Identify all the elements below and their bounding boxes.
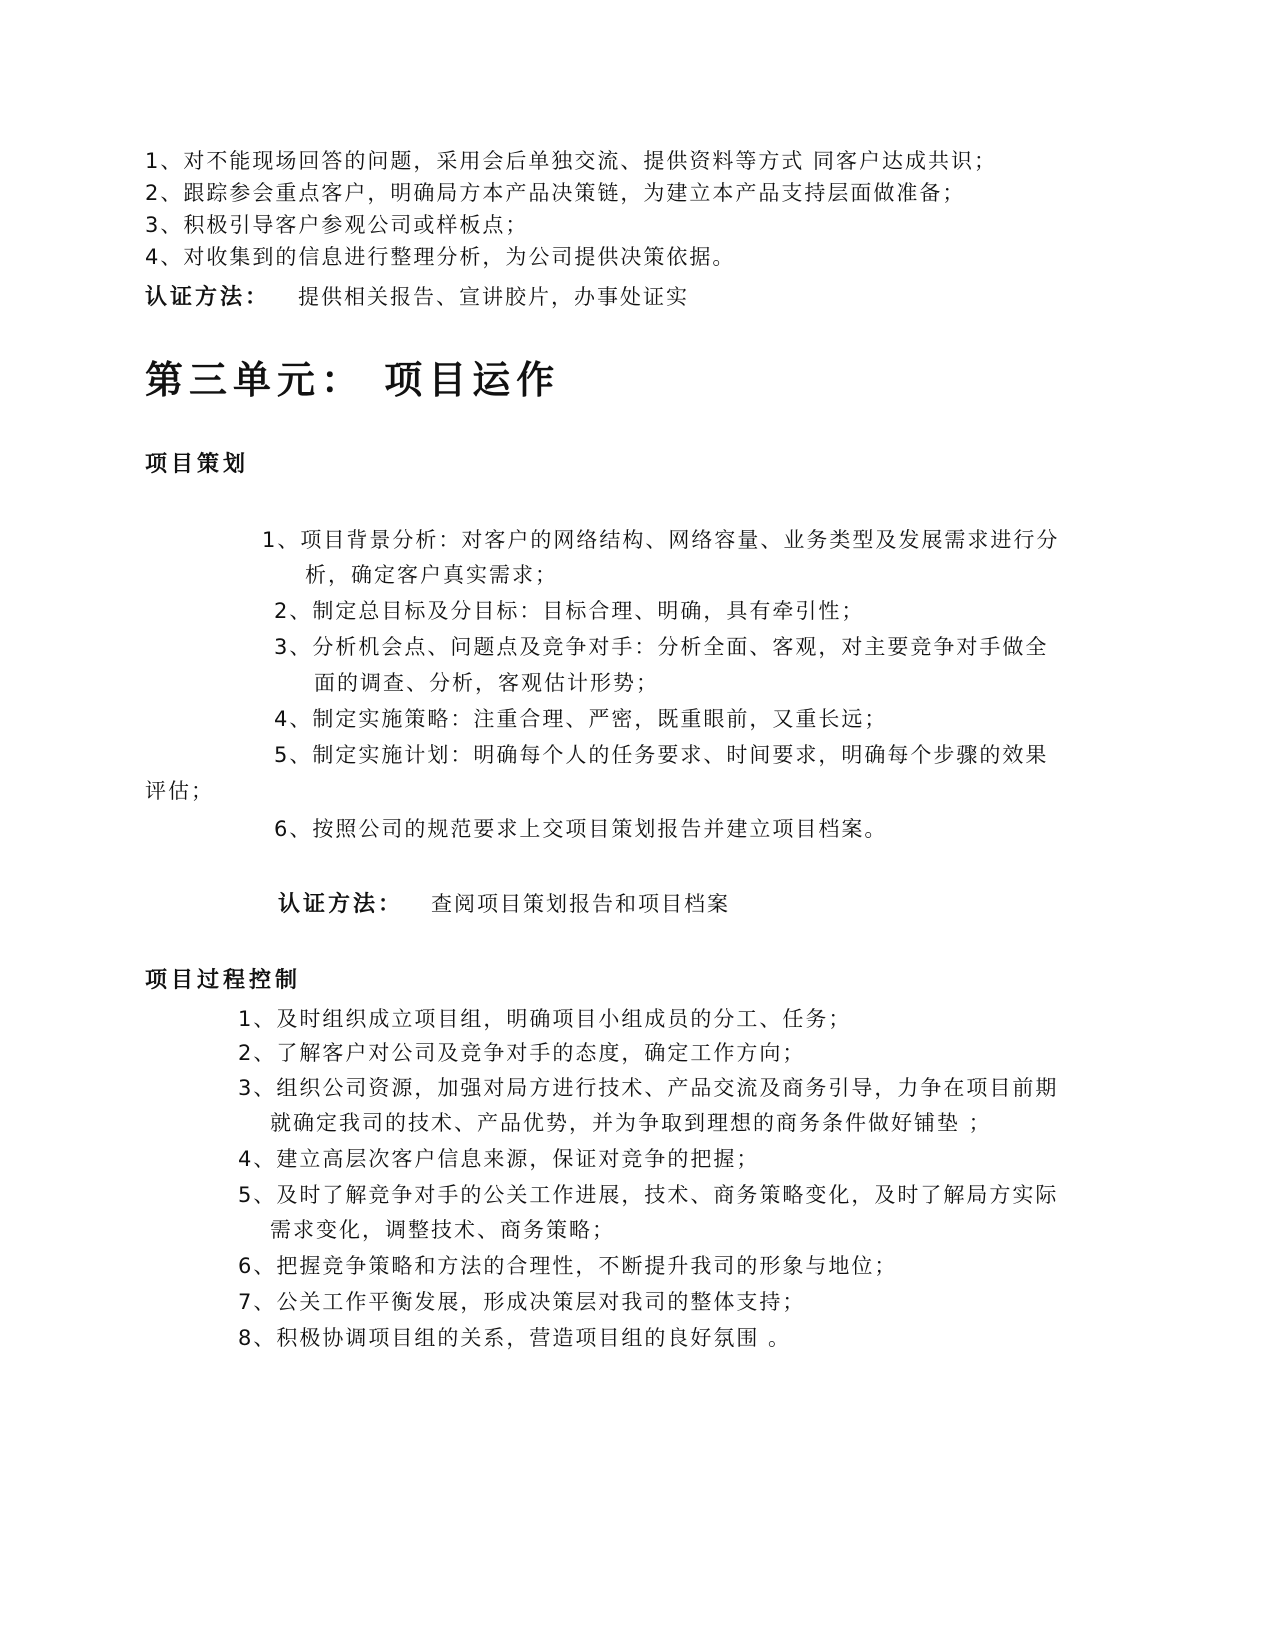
control-item-1: 1、及时组织成立项目组，明确项目小组成员的分工、任务； bbox=[238, 1007, 852, 1031]
control-heading: 项目过程控制 bbox=[145, 968, 302, 993]
control-item-3: 3、组织公司资源，加强对局方进行技术、产品交流及商务引导，力争在项目前期 bbox=[238, 1076, 1059, 1100]
certification-label: 认证方法： bbox=[278, 892, 404, 917]
certification-text: 查阅项目策划报告和项目档案 bbox=[431, 892, 731, 916]
control-item-5: 5、及时了解竞争对手的公关工作进展，技术、商务策略变化，及时了解局方实际 bbox=[238, 1183, 1059, 1207]
certification-line-1 bbox=[145, 282, 689, 313]
top-list-item-2: 2、跟踪参会重点客户，明确局方本产品决策链，为建立本产品支持层面做准备； bbox=[145, 181, 966, 205]
planning-heading: 项目策划 bbox=[145, 452, 250, 477]
control-item-2: 2、了解客户对公司及竞争对手的态度，确定工作方向； bbox=[238, 1041, 806, 1065]
top-list-item-1: 1、对不能现场回答的问题，采用会后单独交流、提供资料等方式 同客户达成共识； bbox=[145, 149, 998, 173]
planning-item-6: 6、按照公司的规范要求上交项目策划报告并建立项目档案。 bbox=[274, 817, 888, 841]
certification-text: 提供相关报告、宣讲胶片，办事处证实 bbox=[298, 285, 690, 309]
control-item-6: 6、把握竞争策略和方法的合理性，不断提升我司的形象与地位； bbox=[238, 1254, 898, 1278]
control-item-8: 8、积极协调项目组的关系，营造项目组的良好氛围 。 bbox=[238, 1326, 792, 1350]
planning-item-1: 1、项目背景分析：对客户的网络结构、网络容量、业务类型及发展需求进行分 bbox=[262, 528, 1060, 552]
control-item-4: 4、建立高层次客户信息来源，保证对竞争的把握； bbox=[238, 1147, 760, 1171]
planning-item-2: 2、制定总目标及分目标：目标合理、明确，具有牵引性； bbox=[274, 599, 865, 623]
planning-item-4: 4、制定实施策略：注重合理、严密，既重眼前，又重长远； bbox=[274, 707, 888, 731]
planning-item-1-cont: 析，确定客户真实需求； bbox=[305, 563, 558, 587]
certification-line-2 bbox=[278, 889, 730, 920]
planning-item-5-cont: 评估； bbox=[145, 779, 214, 803]
certification-label: 认证方法： bbox=[145, 285, 271, 310]
control-item-7: 7、公关工作平衡发展，形成决策层对我司的整体支持； bbox=[238, 1290, 806, 1314]
unit-title: 第三单元： 项目运作 bbox=[145, 358, 561, 402]
planning-item-5: 5、制定实施计划：明确每个人的任务要求、时间要求，明确每个步骤的效果 bbox=[274, 743, 1049, 767]
control-item-5-cont: 需求变化，调整技术、商务策略； bbox=[270, 1218, 615, 1242]
planning-item-3-cont: 面的调查、分析，客观估计形势； bbox=[314, 671, 659, 695]
control-item-3-cont: 就确定我司的技术、产品优势，并为争取到理想的商务条件做好铺垫 ； bbox=[270, 1111, 992, 1135]
top-list-item-3: 3、积极引导客户参观公司或样板点； bbox=[145, 213, 529, 237]
planning-item-3: 3、分析机会点、问题点及竞争对手：分析全面、客观，对主要竞争对手做全 bbox=[274, 635, 1049, 659]
top-list-item-4: 4、对收集到的信息进行整理分析，为公司提供决策依据。 bbox=[145, 245, 736, 269]
